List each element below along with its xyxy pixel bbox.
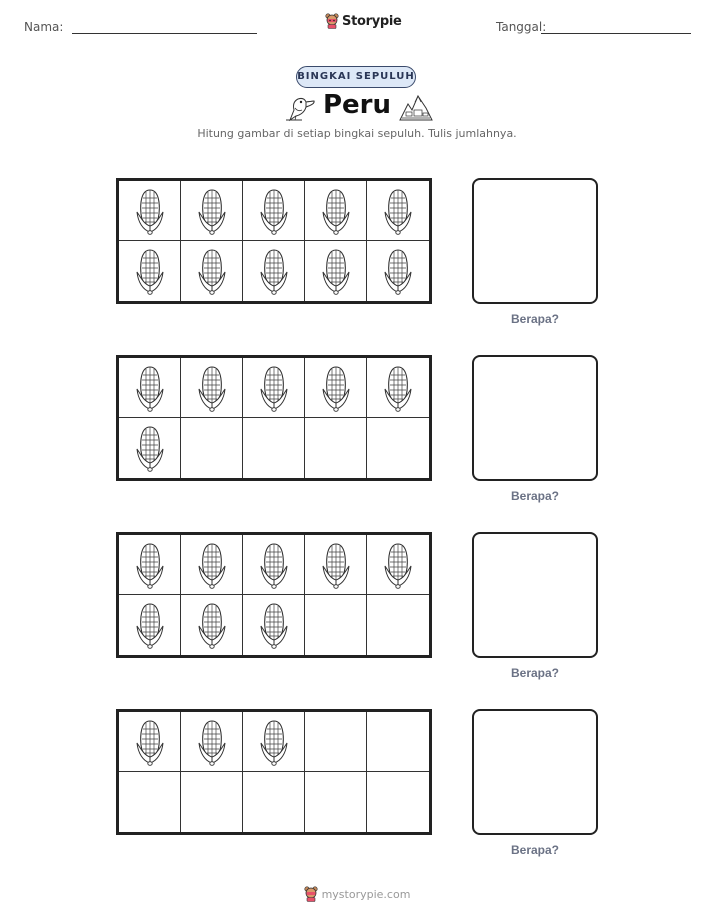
frame-cell bbox=[243, 772, 305, 832]
frame-cell bbox=[181, 181, 243, 241]
corn-icon bbox=[320, 246, 352, 296]
ten-frame-1 bbox=[116, 178, 432, 304]
answer-prompt: Berapa? bbox=[510, 666, 560, 680]
frame-cell bbox=[243, 535, 305, 595]
frame-cell bbox=[305, 181, 367, 241]
frame-cell bbox=[181, 595, 243, 655]
answer-box-3[interactable] bbox=[472, 532, 598, 658]
corn-icon bbox=[258, 246, 290, 296]
brand-name: Storypie bbox=[342, 13, 402, 29]
answer-box-1[interactable] bbox=[472, 178, 598, 304]
frame-cell bbox=[367, 241, 429, 301]
corn-icon bbox=[134, 186, 166, 236]
instructions: Hitung gambar di setiap bingkai sepuluh. Tulis jumlahnya. bbox=[197, 127, 517, 140]
corn-icon bbox=[382, 363, 414, 413]
corn-icon bbox=[196, 363, 228, 413]
corn-icon bbox=[134, 246, 166, 296]
footer-url[interactable]: mystorypie.com bbox=[321, 887, 411, 901]
frame-cell bbox=[181, 358, 243, 418]
corn-icon bbox=[196, 246, 228, 296]
frame-cell bbox=[305, 535, 367, 595]
frame-cell bbox=[181, 535, 243, 595]
frame-cell bbox=[243, 418, 305, 478]
corn-icon bbox=[134, 423, 166, 473]
frame-cell bbox=[367, 181, 429, 241]
frame-cell bbox=[181, 241, 243, 301]
frame-cell bbox=[305, 712, 367, 772]
bear-mascot-icon bbox=[304, 886, 318, 902]
name-label: Nama: bbox=[24, 20, 64, 34]
date-line[interactable] bbox=[541, 33, 691, 34]
frame-cell bbox=[243, 712, 305, 772]
corn-icon bbox=[320, 186, 352, 236]
frame-cell bbox=[119, 181, 181, 241]
corn-icon bbox=[320, 540, 352, 590]
corn-icon bbox=[258, 363, 290, 413]
frame-cell bbox=[181, 712, 243, 772]
frame-cell bbox=[367, 358, 429, 418]
corn-icon bbox=[258, 600, 290, 650]
footer bbox=[0, 886, 714, 902]
corn-icon bbox=[258, 540, 290, 590]
answer-prompt: Berapa? bbox=[510, 489, 560, 503]
answer-box-4[interactable] bbox=[472, 709, 598, 835]
frame-cell bbox=[305, 595, 367, 655]
frame-cell bbox=[367, 418, 429, 478]
worksheet-badge: BINGKAI SEPULUH bbox=[296, 66, 416, 88]
corn-icon bbox=[134, 540, 166, 590]
ten-frame-2 bbox=[116, 355, 432, 481]
frame-cell bbox=[305, 358, 367, 418]
frame-cell bbox=[367, 772, 429, 832]
name-line[interactable] bbox=[72, 33, 257, 34]
frame-cell bbox=[305, 772, 367, 832]
frame-cell bbox=[367, 595, 429, 655]
frame-cell bbox=[367, 712, 429, 772]
title-row bbox=[0, 90, 714, 126]
answer-prompt: Berapa? bbox=[510, 312, 560, 326]
corn-icon bbox=[134, 717, 166, 767]
corn-icon bbox=[196, 540, 228, 590]
frame-cell bbox=[305, 418, 367, 478]
corn-icon bbox=[196, 186, 228, 236]
frame-cell bbox=[119, 712, 181, 772]
corn-icon bbox=[382, 540, 414, 590]
frame-cell bbox=[243, 595, 305, 655]
answer-box-2[interactable] bbox=[472, 355, 598, 481]
corn-icon bbox=[134, 600, 166, 650]
bear-mascot-icon bbox=[325, 13, 339, 29]
ten-frame-4 bbox=[116, 709, 432, 835]
corn-icon bbox=[196, 600, 228, 650]
frame-cell bbox=[119, 358, 181, 418]
frame-cell bbox=[119, 595, 181, 655]
frame-cell bbox=[243, 181, 305, 241]
corn-icon bbox=[382, 186, 414, 236]
frame-cell bbox=[305, 241, 367, 301]
frame-cell bbox=[181, 418, 243, 478]
brand-logo bbox=[325, 13, 402, 29]
answer-prompt: Berapa? bbox=[510, 843, 560, 857]
frame-cell bbox=[119, 535, 181, 595]
corn-icon bbox=[258, 186, 290, 236]
ten-frame-3 bbox=[116, 532, 432, 658]
frame-cell bbox=[243, 241, 305, 301]
frame-cell bbox=[243, 358, 305, 418]
corn-icon bbox=[320, 363, 352, 413]
frame-cell bbox=[119, 241, 181, 301]
machu-picchu-icon bbox=[398, 90, 434, 122]
corn-icon bbox=[382, 246, 414, 296]
frame-cell bbox=[119, 418, 181, 478]
date-label: Tanggal: bbox=[496, 20, 547, 34]
frame-cell bbox=[367, 535, 429, 595]
page-title: Peru bbox=[322, 90, 392, 120]
frame-cell bbox=[181, 772, 243, 832]
corn-icon bbox=[196, 717, 228, 767]
corn-icon bbox=[134, 363, 166, 413]
frame-cell bbox=[119, 772, 181, 832]
corn-icon bbox=[258, 717, 290, 767]
